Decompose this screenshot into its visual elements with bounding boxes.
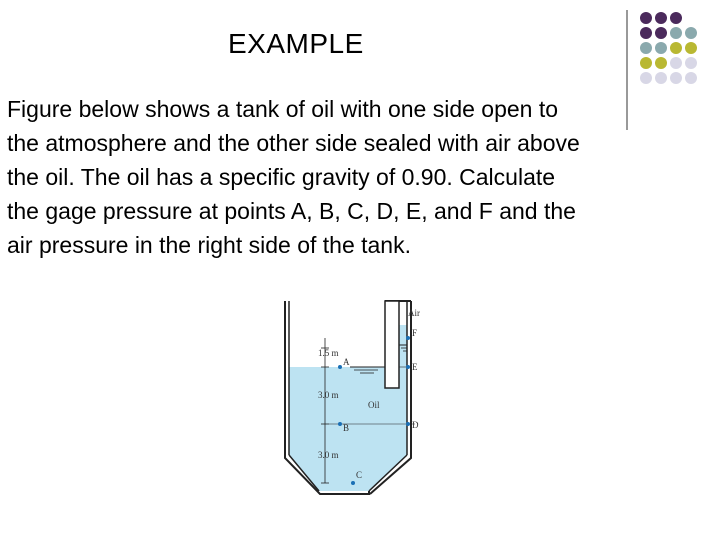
decorative-dot xyxy=(640,27,652,39)
decorative-dot xyxy=(640,72,652,84)
point-label: E xyxy=(412,362,418,372)
point-label: C xyxy=(356,470,363,480)
decorative-dot xyxy=(685,42,697,54)
decorative-dot xyxy=(685,72,697,84)
decorative-dot xyxy=(640,12,652,24)
point-label: B xyxy=(343,423,350,433)
decorative-dot xyxy=(685,57,697,69)
problem-line: the atmosphere and the other side sealed with air above xyxy=(7,130,580,156)
decorative-dot xyxy=(670,12,682,24)
dimension-label: 3.0 m xyxy=(318,450,339,460)
point-f-marker xyxy=(406,336,410,340)
problem-line: the oil. The oil has a specific gravity of 0.90. Calculate xyxy=(7,164,556,190)
decorative-dot xyxy=(655,72,667,84)
point-label: D xyxy=(412,420,419,430)
point-d-marker xyxy=(406,422,410,426)
problem-line: Figure below shows a tank of oil with one side open to xyxy=(7,96,559,122)
internal-baffle xyxy=(385,301,399,388)
decorative-dot xyxy=(685,27,697,39)
point-label: A xyxy=(343,357,350,367)
decorative-dot xyxy=(655,42,667,54)
point-c-marker xyxy=(351,481,355,485)
oil-tank-figure xyxy=(280,298,440,498)
decorative-dot xyxy=(670,27,682,39)
point-b-marker xyxy=(338,422,342,426)
problem-line: air pressure in the right side of the tank. xyxy=(7,232,411,258)
problem-statement xyxy=(7,92,707,262)
decorative-dot xyxy=(670,57,682,69)
point-a-marker xyxy=(338,365,342,369)
decorative-dot xyxy=(670,42,682,54)
air-label: Air xyxy=(408,308,420,318)
decorative-dot xyxy=(655,27,667,39)
decorative-dot xyxy=(655,12,667,24)
slide-title: EXAMPLE xyxy=(228,28,364,59)
dimension-label: 1.5 m xyxy=(318,348,339,358)
problem-line: the gage pressure at points A, B, C, D, E, and F and the xyxy=(7,198,576,224)
point-label: F xyxy=(412,328,418,338)
decorative-dot xyxy=(670,72,682,84)
decorative-dot xyxy=(640,42,652,54)
decorative-dot xyxy=(640,57,652,69)
dimension-label: 3.0 m xyxy=(318,390,339,400)
point-e-marker xyxy=(406,365,410,369)
oil-label: Oil xyxy=(368,400,380,410)
decorative-dot xyxy=(655,57,667,69)
